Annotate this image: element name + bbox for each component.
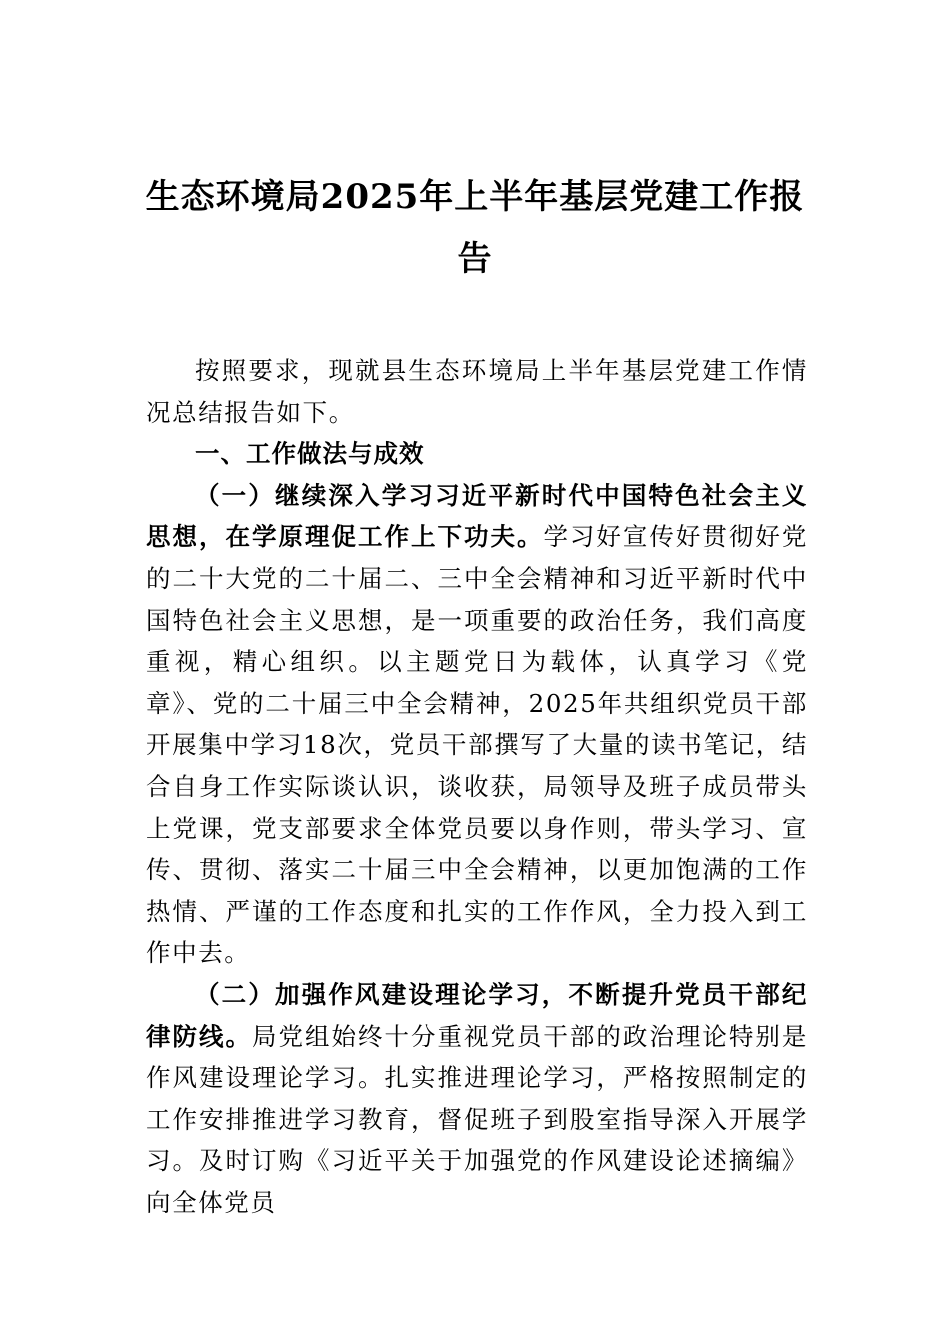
- document-body: [146, 350, 808, 1223]
- paragraph-item-2: [146, 974, 808, 1224]
- item-2-body: 局党组始终十分重视党员干部的政治理论特别是作风建设理论学习。扎实推进理论学习，严格按照制定的工作安排推进学习教育，督促班子到股室指导深入开展学习。及时订购《习近平关于加强党的作风建设论述摘编》向全体党员: [146, 1021, 808, 1217]
- section-heading-1: 一、工作做法与成效: [195, 439, 425, 469]
- item-2-heading: （二）加强作风建设理论学习，不断提升党员干部纪律防线。: [146, 979, 808, 1051]
- document-title: 生态环境局2025年上半年基层党建工作报告: [145, 177, 805, 279]
- paragraph-item-1: [146, 475, 808, 974]
- intro-paragraph: 按照要求，现就县生态环境局上半年基层党建工作情况总结报告如下。: [146, 356, 808, 427]
- item-1-heading: （一）继续深入学习习近平新时代中国特色社会主义思想，在学原理促工作上下功夫。: [146, 480, 808, 552]
- item-1-body: 学习好宣传好贯彻好党的二十大党的二十届二、三中全会精神和习近平新时代中国特色社会主义思想，是一项重要的政治任务，我们高度重视，精心组织。以主题党日为载体，认真学习《党章》、党的二十届三中全会精神，2025年共组织党员干部开展集中学习18次，党员干部撰写了大量的读书笔记，结合自身工作实际谈认识，谈收获，局领导及班子成员带头上党课，党支部要求全体党员要以身作则，带头学习、宣传、贯彻、落实二十届三中全会精神，以更加饱满的工作热情、严谨的工作态度和扎实的工作作风，全力投入到工作中去。: [146, 522, 808, 968]
